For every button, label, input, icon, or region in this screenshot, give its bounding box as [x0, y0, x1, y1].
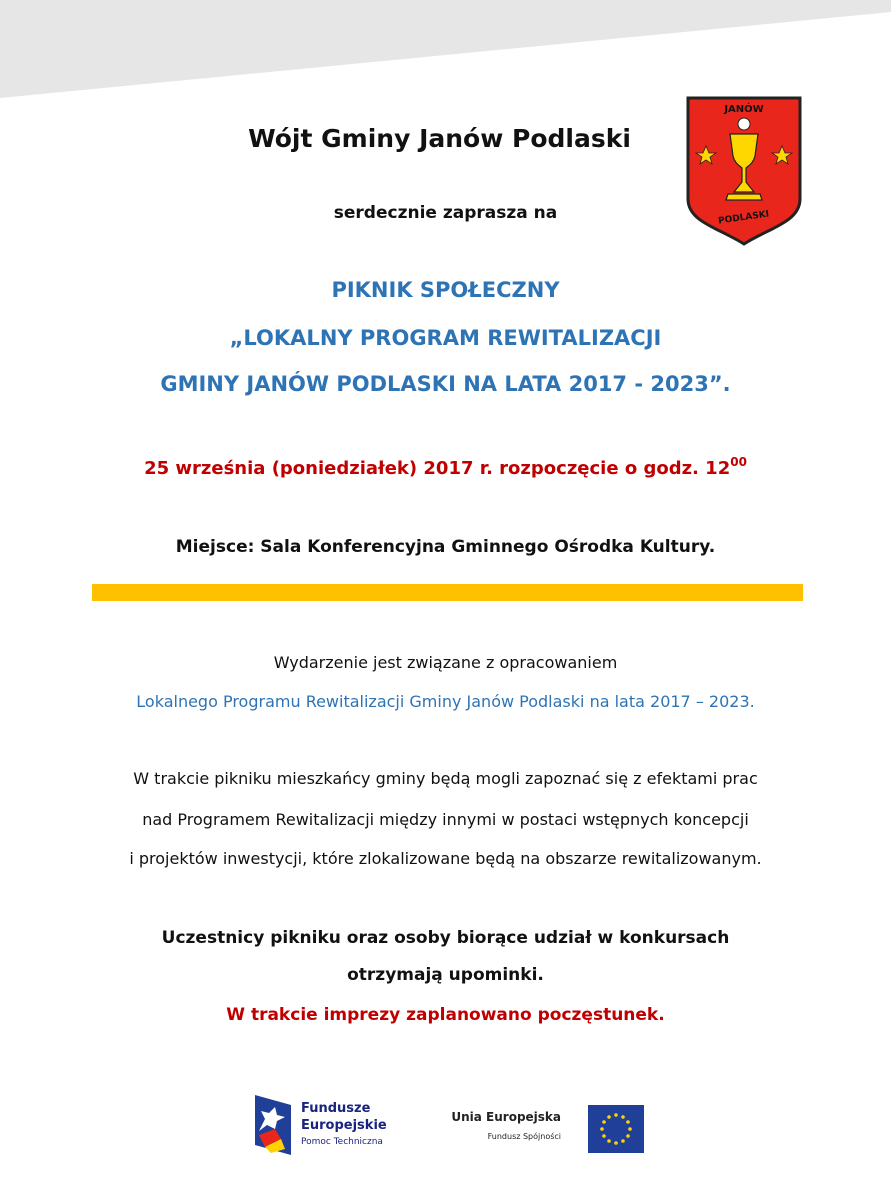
- page-title: Wójt Gminy Janów Podlaski: [248, 124, 631, 153]
- body-p1-line-1: Wydarzenie jest związane z opracowaniem: [273, 653, 618, 672]
- divider-bar: [92, 584, 803, 601]
- eu-flag-icon: [588, 1105, 644, 1153]
- invite-text: serdecznie zaprasza na: [333, 203, 558, 223]
- event-date-text: 25 września (poniedziałek) 2017 r. rozpoczęcie o godz. 12: [144, 458, 731, 479]
- body-p2-line-3: i projektów inwestycji, które zlokalizowane będą na obszarze rewitalizowanym.: [129, 849, 762, 868]
- body-p2-line-2: nad Programem Rewitalizacji między innymi w postaci wstępnych koncepcji: [142, 810, 749, 829]
- fe-star-icon: [255, 1095, 291, 1155]
- fe-text-line-2: Europejskie: [301, 1118, 387, 1133]
- event-title-line-2: „LOKALNY PROGRAM REWITALIZACJI: [229, 326, 662, 350]
- event-place: Miejsce: Sala Konferencyjna Gminnego Ośrodka Kultury.: [175, 537, 716, 557]
- event-date: [0, 455, 891, 479]
- corner-decoration: [0, 0, 891, 100]
- crest-top-text: JANÓW: [724, 104, 764, 115]
- unia-europejska-logo: [436, 1105, 646, 1155]
- body-p3-line-3: W trakcie imprezy zaplanowano poczęstunek.: [226, 1005, 665, 1025]
- fe-text-line-1: Fundusze: [301, 1101, 371, 1116]
- body-p3-line-2: otrzymają upominki.: [347, 965, 544, 985]
- event-time-minutes: 00: [730, 455, 747, 469]
- event-title-line-1: PIKNIK SPOŁECZNY: [331, 278, 560, 302]
- event-title-line-3: GMINY JANÓW PODLASKI NA LATA 2017 - 2023”.: [160, 372, 731, 396]
- eu-text-line-1: Unia Europejska: [451, 1110, 561, 1124]
- body-p3-line-1: Uczestnicy pikniku oraz osoby biorące udział w konkursach: [161, 928, 730, 948]
- fe-text-line-3: Pomoc Techniczna: [301, 1137, 383, 1147]
- body-p1-line-2: Lokalnego Programu Rewitalizacji Gminy Janów Podlaski na lata 2017 – 2023.: [136, 692, 755, 711]
- coat-of-arms: [684, 94, 804, 246]
- eu-text-line-2: Fundusz Spójności: [487, 1132, 561, 1141]
- fundusze-europejskie-logo: [255, 1095, 415, 1157]
- crest-bottom-text: PODLASKI: [717, 209, 770, 227]
- body-p2-line-1: W trakcie pikniku mieszkańcy gminy będą mogli zapoznać się z efektami prac: [133, 769, 758, 788]
